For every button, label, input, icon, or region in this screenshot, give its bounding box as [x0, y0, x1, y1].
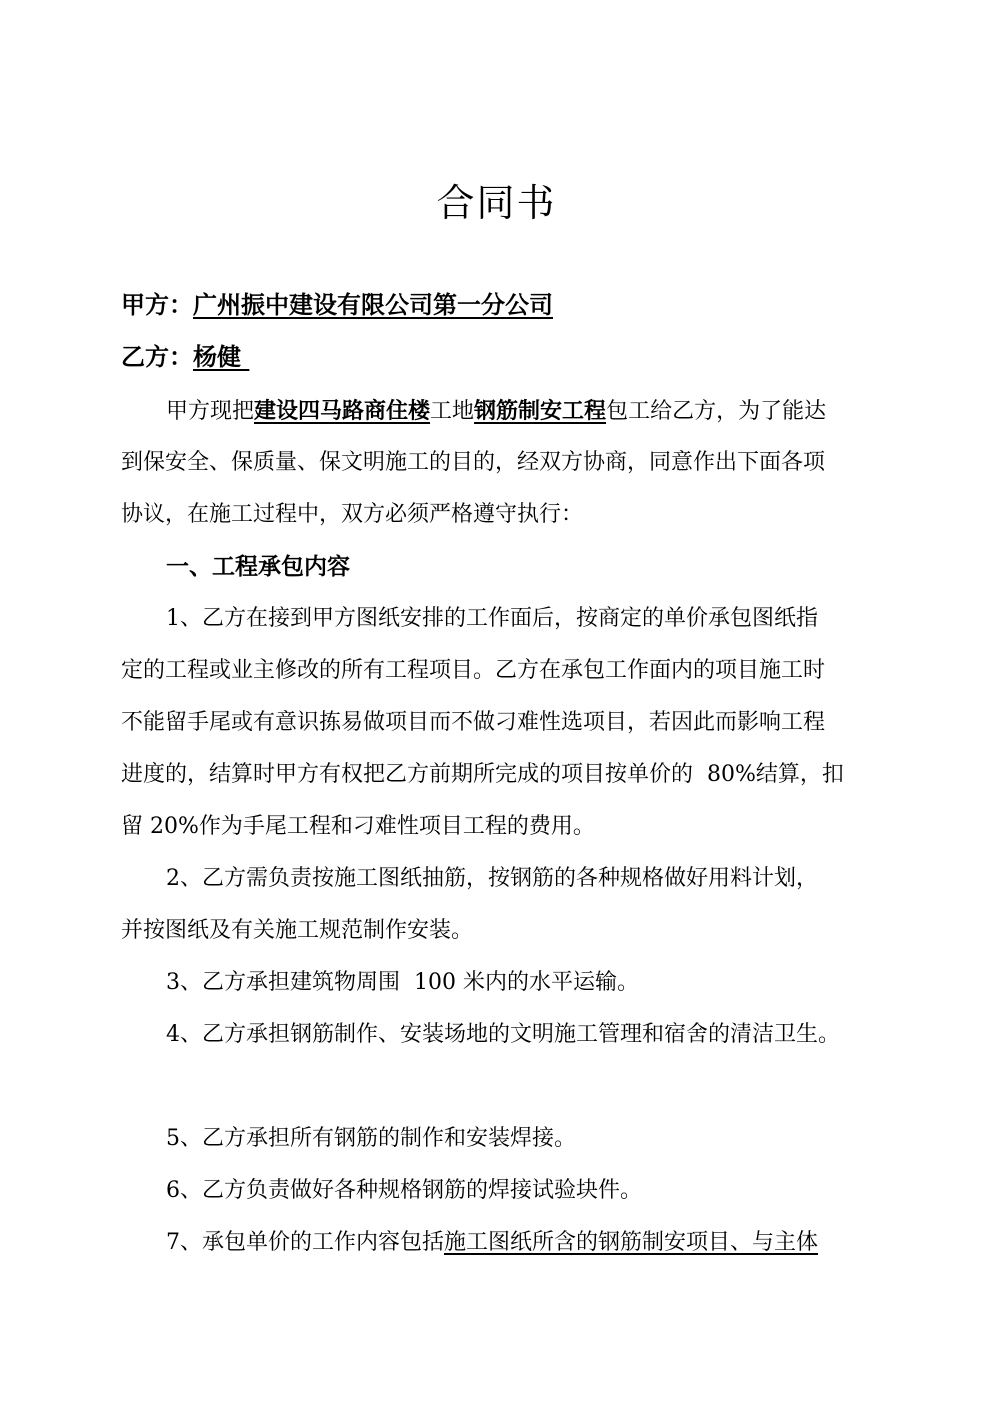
party-a-label: 甲方： — [121, 290, 193, 319]
project-name: 建设四马路商住楼 — [254, 398, 431, 424]
intro-text: 包工给乙方，为了能达 — [606, 399, 827, 424]
item-1-line-3: 不能留手尾或有意识拣易做项目而不做刁难性选项目，若因此而影响工程 — [121, 710, 826, 735]
item-5: 5、乙方承担所有钢筋的制作和安装焊接。 — [166, 1126, 576, 1151]
intro-line-1 — [166, 394, 826, 429]
section-heading: 一、工程承包内容 — [166, 553, 350, 580]
intro-text: 甲方现把 — [166, 399, 255, 424]
item-1-line-2: 定的工程或业主修改的所有工程项目。乙方在承包工作面内的项目施工时 — [121, 658, 826, 683]
intro-line-3: 协议，在施工过程中，双方必须严格遵守执行： — [121, 502, 584, 527]
item-7-text: 7、承包单价的工作内容包括 — [166, 1230, 444, 1255]
item-6: 6、乙方负责做好各种规格钢筋的焊接试验块件。 — [166, 1178, 642, 1203]
item-1-line-5: 留 20%作为手尾工程和刁难性项目工程的费用。 — [121, 814, 595, 839]
intro-line-2: 到保安全、保质量、保文明施工的目的，经双方协商，同意作出下面各项 — [121, 450, 826, 475]
item-2-line-1: 2、乙方需负责按施工图纸抽筋，按钢筋的各种规格做好用料计划， — [166, 866, 818, 891]
work-scope: 钢筋制安工程 — [474, 398, 607, 424]
item-1-line-1: 1、乙方在接到甲方图纸安排的工作面后，按商定的单价承包图纸指 — [166, 606, 818, 631]
party-a — [121, 288, 553, 322]
party-b-name: 杨健 — [193, 342, 241, 371]
item-2-line-2: 并按图纸及有关施工规范制作安装。 — [121, 918, 474, 943]
item-4: 4、乙方承担钢筋制作、安装场地的文明施工管理和宿舍的清洁卫生。 — [166, 1022, 840, 1047]
party-b-label: 乙方： — [121, 342, 193, 371]
party-a-name: 广州振中建设有限公司第一分公司 — [193, 290, 553, 319]
intro-text: 工地 — [430, 399, 475, 424]
item-7-underlined-text: 施工图纸所含的钢筋制安项目、与主体 — [444, 1230, 819, 1255]
document-title: 合同书 — [436, 181, 557, 225]
item-7 — [166, 1226, 818, 1260]
party-b — [121, 340, 249, 374]
item-3: 3、乙方承担建筑物周围 100 米内的水平运输。 — [166, 970, 639, 995]
item-1-line-4: 进度的，结算时甲方有权把乙方前期所完成的项目按单价的 80%结算，扣 — [121, 762, 844, 787]
